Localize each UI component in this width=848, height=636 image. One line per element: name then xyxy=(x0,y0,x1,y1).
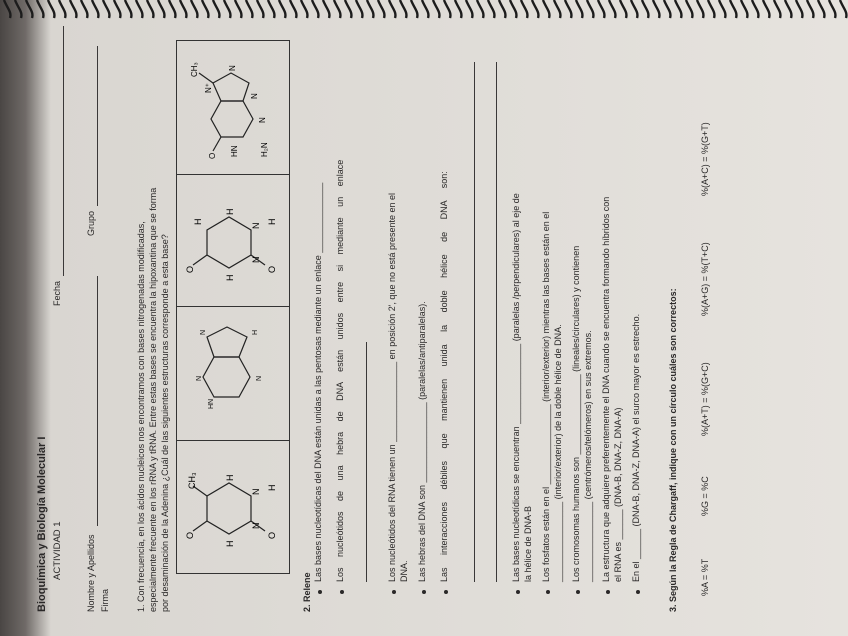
structure-3-atom: H xyxy=(193,218,203,225)
structure-4-atom: HN xyxy=(230,145,239,157)
structure-option-4[interactable] xyxy=(185,47,281,165)
q1-line-2: especialmente frecuente en los rRNA y tRNA. Entre estas bases se encuentra la hipoxantina que se forma xyxy=(148,187,158,612)
structure-2-atom: HN xyxy=(208,398,215,409)
worksheet-title: Bioquímica y Biología Molecular I xyxy=(36,436,48,612)
table-divider xyxy=(177,306,289,307)
structures-table xyxy=(176,40,290,574)
bullet xyxy=(422,590,426,594)
q1-line-3: por desaminación de la Adenina ¿Cuál de las siguientes estructuras corresponde a esta base? xyxy=(160,234,170,612)
structure-3-atom: N xyxy=(251,256,261,263)
structure-4-atom: N xyxy=(228,65,237,71)
structure-2-atom: H xyxy=(252,329,259,335)
structure-3-atom: H xyxy=(267,218,277,225)
answer-line[interactable] xyxy=(474,62,475,582)
q2-item: Las bases nucleotídicas del DNA están unidas a las pentosas mediante un enlace ______________ xyxy=(313,182,323,582)
bullet xyxy=(516,590,520,594)
table-divider xyxy=(177,440,289,441)
structure-option-2[interactable] xyxy=(189,317,279,427)
fecha-label: Fecha xyxy=(52,280,62,306)
q3-title: 3. Según la Regla de Chargaff, indique con un círculo cuáles son correctos: xyxy=(668,288,678,612)
structure-1-atom: O xyxy=(267,531,277,539)
structure-4-atom: N xyxy=(258,117,267,123)
structure-2-atom: N xyxy=(200,329,207,335)
structure-2-atom: N xyxy=(196,375,203,381)
chargaff-option[interactable]: %G = %C xyxy=(700,476,710,516)
structure-option-3[interactable] xyxy=(187,185,277,295)
q2-item: Los fosfatos están en el ________________ (interior/exterior) mientras las bases están en el xyxy=(541,211,551,582)
structure-1-atom: H xyxy=(225,540,235,547)
table-divider xyxy=(177,174,289,175)
structure-3-atom: H xyxy=(225,274,235,281)
structure-4-atom: O xyxy=(208,152,217,159)
structure-1-atom: O xyxy=(185,531,195,539)
q1-line-1: 1. Con frecuencia, en los ácidos nucleicos nos encontramos con bases nitrogenadas modificadas, xyxy=(136,221,146,612)
chargaff-option[interactable]: %(A+G) = %(T+C) xyxy=(700,242,710,316)
structure-4-atom: N⁺ xyxy=(204,83,213,93)
q2-item: ________________ (interior/exterior) de la doble hélice de DNA. xyxy=(553,324,563,582)
structure-3-atom: O xyxy=(185,265,195,273)
q2-item: la hélice de DNA-B xyxy=(523,505,533,582)
structure-1-atom: H xyxy=(267,484,277,491)
structure-3-atom: H xyxy=(225,208,235,215)
q2-item: Los nucleótidos de una hebra de DNA están unidos entre si mediante un enlace xyxy=(335,159,345,582)
structure-2-atom: N xyxy=(256,375,263,381)
structure-1-atom: CH₃ xyxy=(187,472,197,489)
worksheet-subtitle: ACTIVIDAD 1 xyxy=(52,521,63,580)
q2-item: el RNA es ______ (DNA-B, DNA-Z, DNA-A) xyxy=(613,407,623,582)
chargaff-option[interactable]: %(A+T) = %(G+C) xyxy=(700,362,710,436)
q2-item: DNA. xyxy=(399,560,409,582)
q2-item: Las interacciones débiles que mantienen unida la doble hélice de DNA son: xyxy=(439,171,449,582)
q2-item: La estructura que adquiere preferentemente el DNA cuando se encuentra formando híbridos con xyxy=(601,196,611,582)
q2-title: 2. Relene xyxy=(302,572,312,612)
structure-1-atom: N xyxy=(251,522,261,529)
q2-item: En el ______ (DNA-B, DNA-Z, DNA-A) el surco mayor es estrecho. xyxy=(631,313,641,582)
structure-4-atom: CH₃ xyxy=(190,62,199,77)
bullet xyxy=(340,590,344,594)
structure-4-atom: H₂N xyxy=(260,142,269,157)
structure-1-atom: H xyxy=(225,474,235,481)
structure-3-atom: O xyxy=(267,265,277,273)
q2-item: Los cromosomas humanos son ________________ (lineales/circulares) y contienen xyxy=(571,245,581,582)
bullet xyxy=(444,590,448,594)
q2-item: Las hebras del DNA son ________________ (paralelas/antiparalelas). xyxy=(417,301,427,582)
q2-item: Los nucleótidos del RNA tienen un ________________ en posición 2', que no está presente en el xyxy=(387,192,397,582)
answer-line[interactable] xyxy=(366,342,367,582)
structure-1-atom: N xyxy=(251,488,261,495)
structure-4-atom: N xyxy=(250,93,259,99)
answer-line[interactable] xyxy=(496,62,497,582)
grupo-label: Grupo xyxy=(86,210,96,236)
bullet xyxy=(636,590,640,594)
bullet xyxy=(546,590,550,594)
q2-item: ________________ (centrómeros/telómeros) en sus extremos. xyxy=(583,330,593,582)
q2-item: Las bases nucleotídicas se encuentran ________________ (paralelas /perpendiculares) al eje de xyxy=(511,193,521,582)
bullet xyxy=(606,590,610,594)
grupo-line xyxy=(97,46,98,206)
firma-label: Firma xyxy=(100,589,110,612)
bullet xyxy=(392,590,396,594)
chargaff-option[interactable]: %A = %T xyxy=(700,558,710,596)
nombre-line xyxy=(97,276,98,526)
fecha-line xyxy=(63,26,64,276)
bullet xyxy=(576,590,580,594)
chargaff-option[interactable]: %(A+C) = %(G+T) xyxy=(700,122,710,196)
structure-3-atom: N xyxy=(251,222,261,229)
nombre-label: Nombre y Apellidos xyxy=(86,534,96,612)
structure-option-1[interactable] xyxy=(187,451,277,561)
bullet xyxy=(318,590,322,594)
